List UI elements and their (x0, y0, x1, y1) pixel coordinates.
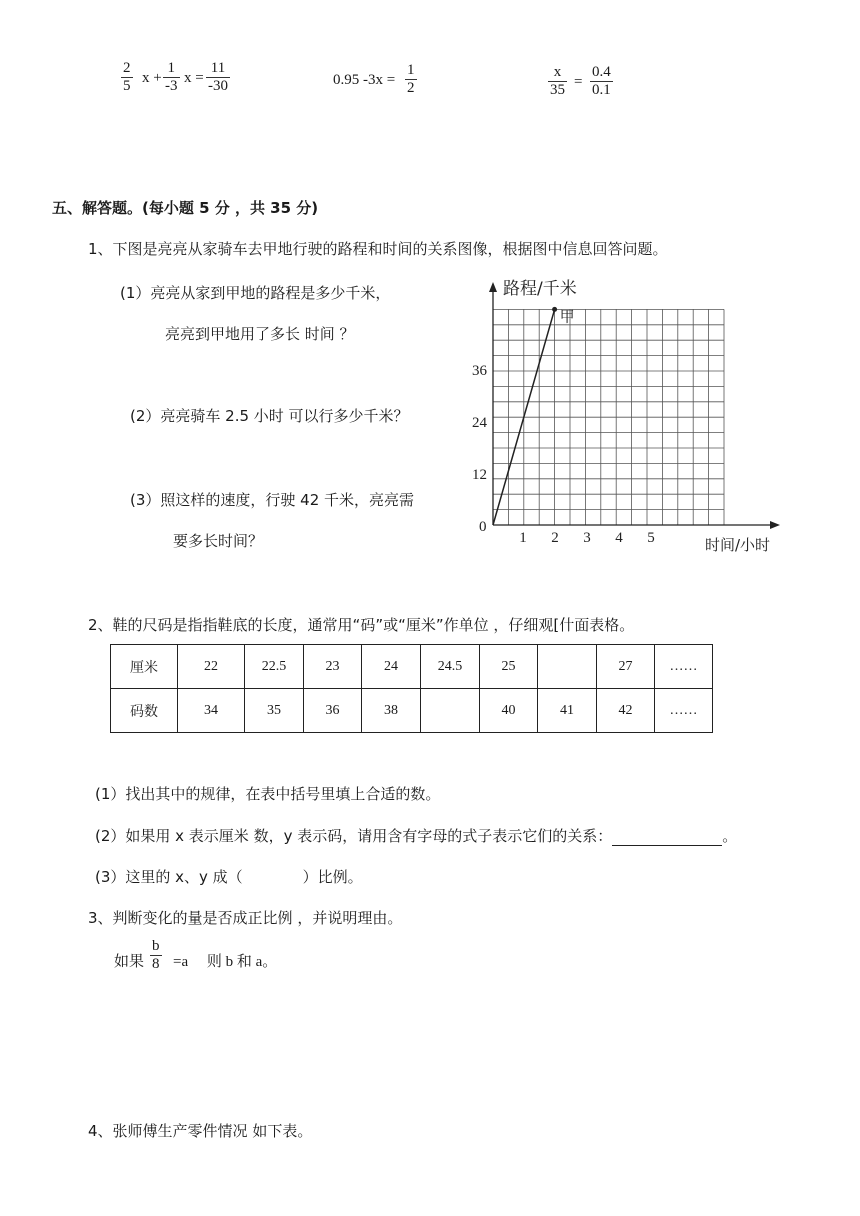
point-label: 甲 (559, 307, 575, 326)
table-cell: …… (655, 645, 713, 689)
table-cell: 35 (245, 689, 304, 733)
blank-cell[interactable] (421, 689, 480, 733)
table-cell: 34 (178, 689, 245, 733)
question-2-part-2: (2）如果用 x 表示厘米 数，y 表示码，请用含有字母的式子表示它们的关系： 。 (95, 827, 738, 845)
answer-blank[interactable] (612, 831, 722, 846)
data-point (552, 307, 557, 312)
table-cell: 41 (538, 689, 597, 733)
fraction: $\frac{x}{35}$ (550, 64, 565, 98)
table-cell: 厘米 (111, 645, 178, 689)
question-1-part-3: (3）照这样的速度，行驶 42 千米，亮亮需 (130, 491, 415, 509)
table-cell: 23 (304, 645, 362, 689)
equation-text: = (574, 74, 583, 90)
fraction: $\frac{1}{2}$ (407, 62, 415, 96)
question-1-part-3-cont: 要多长时间？ (173, 532, 264, 550)
y-tick-label: 24 (472, 415, 487, 431)
table-cell: 22 (178, 645, 245, 689)
y-tick-label: 12 (472, 467, 487, 483)
table-cell: …… (655, 689, 713, 733)
table-row (111, 689, 713, 733)
question-3-text: =a 则 b 和 a。 (173, 954, 278, 970)
x-axis-label: 时间/小时 (705, 536, 771, 554)
fraction: $\frac{b}{8}$ (152, 938, 160, 972)
question-4-stem: 4、张师傅生产零件情况 如下表。 (88, 1122, 313, 1140)
x-tick-label: 5 (647, 530, 655, 546)
table-cell: 38 (362, 689, 421, 733)
origin-label: 0 (479, 519, 487, 535)
table-cell: 码数 (111, 689, 178, 733)
question-2-part-3: (3）这里的 x、y 成（ ）比例。 (95, 868, 363, 886)
table-cell: 36 (304, 689, 362, 733)
table-row (111, 645, 713, 689)
table-cell: 27 (597, 645, 655, 689)
question-1-part-1: (1）亮亮从家到甲地的路程是多少千米， (120, 284, 391, 302)
equation-text: 0.95 -3x = (333, 72, 396, 88)
question-1-part-2: (2）亮亮骑车 2.5 小时 可以行多少千米？ (130, 407, 409, 425)
question-1-stem: 1、下图是亮亮从家骑车去甲地行驶的路程和时间的关系图像，根据图中信息回答问题。 (88, 240, 668, 258)
question-3-if: 如果 (114, 952, 145, 970)
y-axis-label: 路程/千米 (503, 279, 577, 299)
table-cell: 25 (480, 645, 538, 689)
table-cell: 40 (480, 689, 538, 733)
fraction: $\frac{1}{-3}$ (165, 60, 178, 94)
x-tick-label: 4 (615, 530, 623, 546)
equation-text: x + (142, 70, 162, 86)
fraction: $\frac{2}{5}$ (123, 60, 131, 94)
question-3-stem: 3、判断变化的量是否成正比例 ，并说明理由。 (88, 909, 403, 927)
equation-text: x = (184, 70, 204, 86)
table-cell: 42 (597, 689, 655, 733)
table-cell: 22.5 (245, 645, 304, 689)
y-axis-arrow (489, 282, 497, 292)
blank-cell[interactable] (538, 645, 597, 689)
table-cell: 24.5 (421, 645, 480, 689)
x-tick-label: 1 (519, 530, 527, 546)
x-tick-label: 2 (551, 530, 559, 546)
section-title: 五、解答题。(每小题 5 分 ，共 35 分) (52, 199, 319, 217)
question-1-part-1-cont: 亮亮到甲地用了多长 时间 ？ (165, 325, 355, 343)
question-2-stem: 2、鞋的尺码是指指鞋底的长度，通常用“码”或“厘米”作单位 ，仔细观[什面表格。 (88, 616, 635, 634)
distance-time-chart (440, 270, 810, 570)
fraction: $\frac{0.4}{0.1}$ (592, 64, 611, 98)
fraction: $\frac{11}{-30}$ (208, 60, 228, 94)
x-tick-label: 3 (583, 530, 591, 546)
y-tick-label: 36 (472, 363, 487, 379)
table-cell: 24 (362, 645, 421, 689)
x-axis-arrow (770, 521, 780, 529)
question-2-part-1: (1）找出其中的规律，在表中括号里填上合适的数。 (95, 785, 441, 803)
shoe-size-table (110, 644, 713, 733)
